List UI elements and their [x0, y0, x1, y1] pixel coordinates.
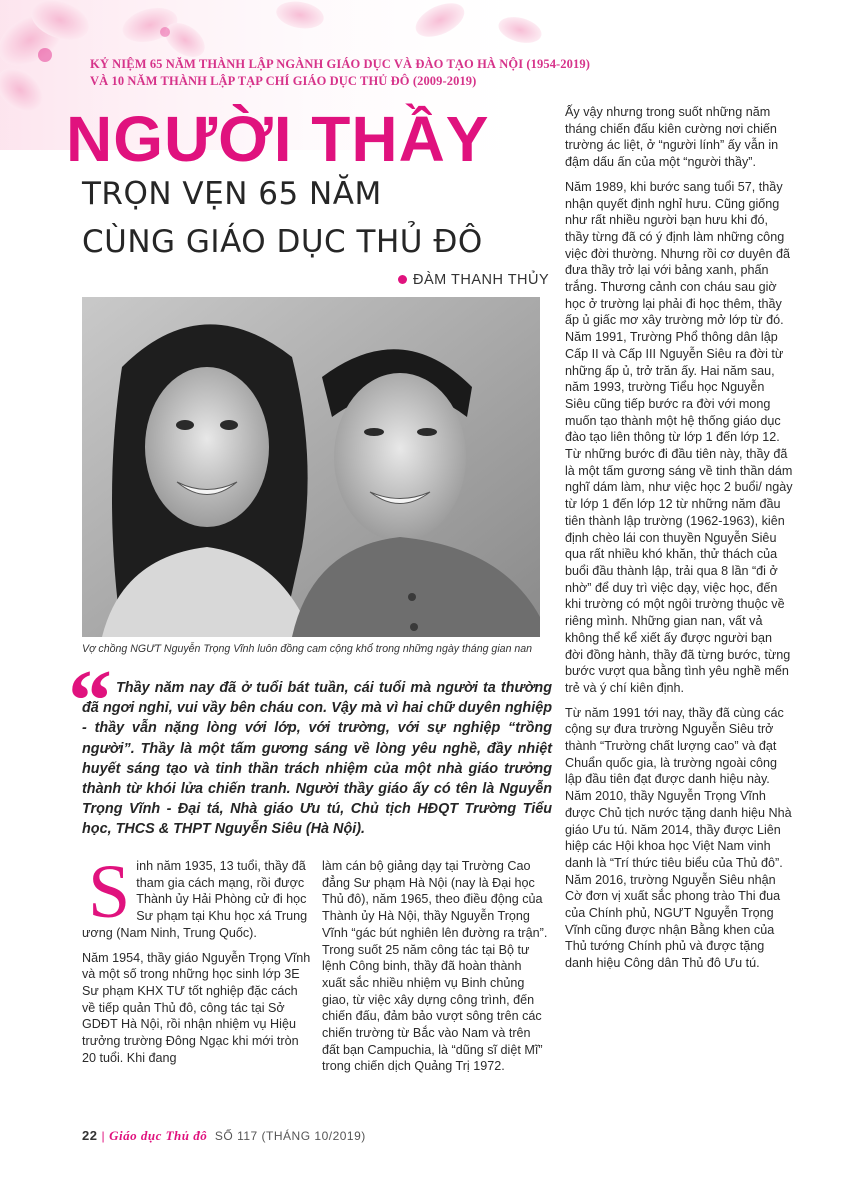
kicker-line-2: VÀ 10 NĂM THÀNH LẬP TẠP CHÍ GIÁO DỤC THỦ ĐÔ (2009-2019) — [90, 74, 477, 88]
page-footer — [82, 1128, 366, 1144]
article-subtitle-line-1: TRỌN VẸN 65 NĂM — [82, 176, 382, 212]
anniversary-kicker — [90, 56, 630, 90]
issue-info: SỐ 117 (THÁNG 10/2019) — [214, 1129, 366, 1143]
body-column-3 — [565, 104, 793, 980]
pull-quote: Thầy năm nay đã ở tuổi bát tuần, cái tuổi mà người ta thường đã ngơi nghỉ, vui vầy bên cháu con. Vậy mà vì hai chữ duyên nghiệp - thầy vẫn nặng lòng với lớp, với trường, với sự nghiệp “trồng người”. Thầy là một tấm gương sáng về lòng yêu nghề, đầy nhiệt huyết sáng tạo và tinh thần trách nhiệm của một nhà giáo trưởng thành từ khói lửa chiến tranh. Người thầy giáo ấy có tên là Nguyễn Trọng Vĩnh - Đại tá, Nhà giáo Ưu tú, Chủ tịch HĐQT Trường Tiểu học, THCS & THPT Nguyễn Siêu (Hà Nội). — [82, 680, 552, 838]
magazine-name: Giáo dục Thủ đô — [109, 1128, 208, 1143]
author-name: ĐÀM THANH THỦY — [413, 272, 550, 288]
body-paragraph — [82, 850, 314, 942]
page-number: 22 — [82, 1128, 98, 1143]
drop-cap: S — [88, 850, 131, 934]
body-paragraph: làm cán bộ giảng dạy tại Trường Cao đẳng Sư phạm Hà Nội (nay là Đại học Thủ đô), năm 1965, theo điều động của Thành ủy Hà Nội, thầy Nguyễn Trọng Vĩnh “gác bút nghiên lên đường ra trận”. Trong suốt 25 năm công tác tại Bộ tư lệnh Công binh, thầy đã hoàn thành xuất sắc nhiều nhiệm vụ Binh chủng giao, từ việc xây dựng công trình, đến chiến đấu, đảm bảo vượt sông trên các chiến trường từ Bắc vào Nam và trên đất bạn Campuchia, là “dũng sĩ diệt Mĩ” trong chiến dịch Quảng Trị 1972. — [322, 859, 548, 1074]
body-column-1 — [82, 850, 314, 1074]
body-column-2 — [322, 858, 548, 1083]
body-paragraph: Ấy vậy nhưng trong suốt những năm tháng chiến đấu kiên cường nơi chiến trường ác liệt, ở “người lính” ấy vẫn in đậm dấu ấn của một “người thầy”. — [565, 105, 779, 170]
body-paragraph: Năm 1954, thầy giáo Nguyễn Trọng Vĩnh và một số trong những học sinh lớp 3E Sư phạm KHX TƯ tốt nghiệp đặc cách về tiếp quản Thủ đô, công tác tại Sở GDĐT Hà Nội, rồi nhận nhiệm vụ Hiệu trưởng trường Đông Ngạc khi mới tròn 20 tuổi. Khi đang — [82, 950, 311, 1065]
bullet-icon — [398, 275, 407, 284]
quote-mark-icon: “ — [68, 653, 112, 750]
article-title: NGƯỜI THẦY — [66, 103, 490, 175]
photo-caption: Vợ chồng NGƯT Nguyễn Trọng Vĩnh luôn đồng cam cộng khổ trong những ngày tháng gian nan — [82, 643, 533, 655]
couple-photo — [82, 297, 540, 637]
kicker-line-1: KỶ NIỆM 65 NĂM THÀNH LẬP NGÀNH GIÁO DỤC VÀ ĐÀO TẠO HÀ NỘI (1954-2019) — [90, 57, 590, 71]
byline — [398, 272, 549, 288]
footer-separator: | — [101, 1129, 106, 1143]
body-paragraph: Năm 1989, khi bước sang tuổi 57, thầy nhận quyết định nghỉ hưu. Cũng giống như rất nhiều người bạn hưu khi đó, thầy từng đã có ý định làm những công việc đời thường. Nhưng rồi cơ duyên đã đưa thầy trở lại với bảng xanh, phấn trắng. Thương cảnh con cháu sau giờ học ở trường lại phải đi học thêm, thầy ấp ủ giấc mơ xây trường mở lớp từ đó. Năm 1991, Trường Phổ thông dân lập Cấp II và Cấp III Nguyễn Siêu ra đời từ những ấp ủ, trở trăn ấy. Hai năm sau, năm 1993, trường Tiểu học Nguyễn Siêu cũng tiếp bước ra đời với mong muốn tạo thành một hệ thống giáo dục đào tạo liên thông từ lớp 1 đến lớp 12. Từ những bước đi đầu tiên này, thầy đã là một tấm gương sáng về tinh thần dám nghĩ dám làm, như việc học 2 buổi/ ngày từ lớp 1 đến lớp 12 từ những năm đầu tiên thành lập trường (1962-1963), kiên định chèo lái con thuyền Nguyễn Siêu qua rất nhiều khó khăn, thử thách của buổi đầu thành lập, trải qua 8 lần “đi ở nhờ” để duy trì việc dạy, việc học, đến khi trường có một ngôi trường thuộc về riêng mình. Những gian nan, vất vả không thể kể xiết ấy được người bạn đời đồng hành, thầy đã từng bước, từng bước vượt qua bằng tình yêu nghề mến trẻ và ý chí kiên định. — [565, 179, 793, 695]
photo-illustration — [82, 297, 540, 637]
body-paragraph: Từ năm 1991 tới nay, thầy đã cùng các cộng sự đưa trường Nguyễn Siêu trở thành “Trường chất lượng cao” và đạt Chuẩn quốc gia, là trường ngoài công lập đầu tiên đạt được danh hiệu này. Năm 2010, thầy Nguyễn Trọng Vĩnh được Chủ tịch nước tặng danh hiệu Nhà giáo Ưu tú. Năm 2014, thầy được Liên hiệp các Hội khoa học Việt Nam vinh danh là “Trí thức tiêu biểu của Thủ đô”. Năm 2016, trường Nguyễn Siêu nhận Cờ đơn vị xuất sắc phong trào Thi đua của Chính phủ, NGƯT Nguyễn Trọng Vĩnh cũng được nhận Bằng khen của Thủ tướng Chính phủ và được tặng danh hiệu Công dân Thủ đô Ưu tú. — [565, 705, 792, 971]
article-subtitle-line-2: CÙNG GIÁO DỤC THỦ ĐÔ — [82, 224, 483, 260]
paragraph-text: inh năm 1935, 13 tuổi, thầy đã tham gia cách mạng, rồi được Thành ủy Hải Phòng cử đi học Sư phạm tại Khu học xá Trung ương (Nam Ninh, Trung Quốc). — [82, 859, 308, 940]
